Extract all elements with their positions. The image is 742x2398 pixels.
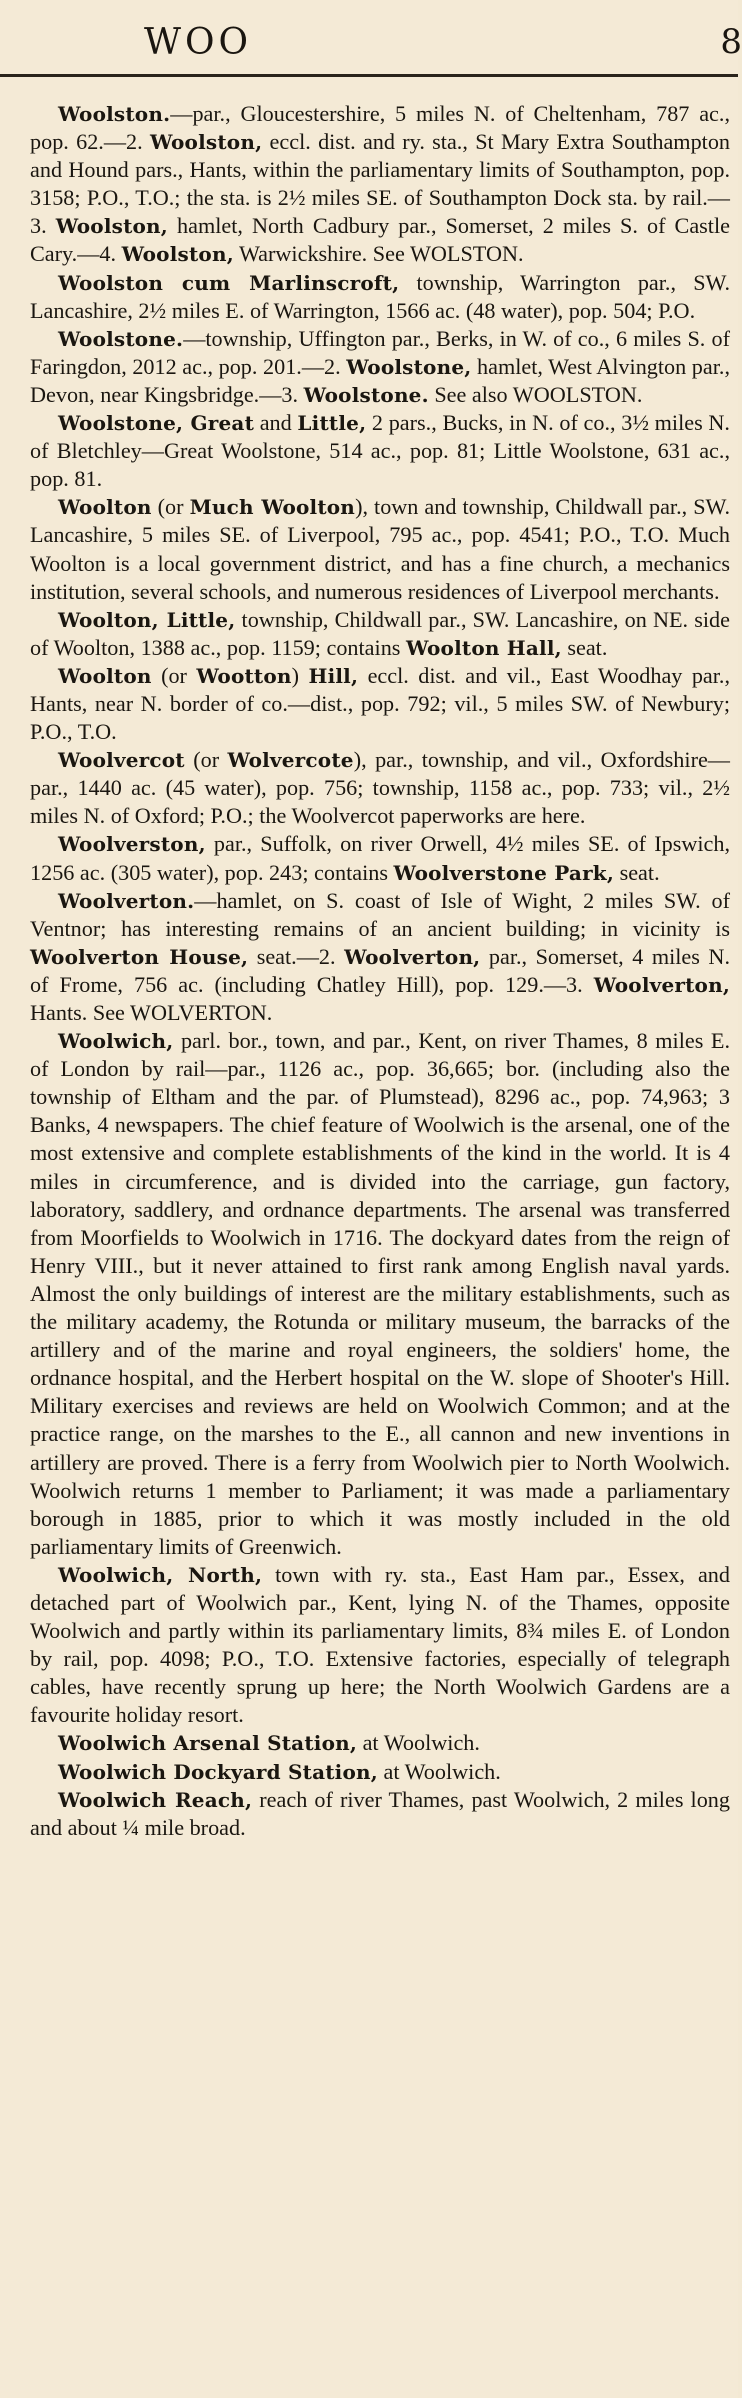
entry-text: —township, Uffington par., Berks, in W. of co., 6 miles S. of Faringdon, 2012 ac., pop. 201.—2. xyxy=(30,325,730,379)
entry-text: par., Suffolk, on river Orwell, 4½ miles SE. of Ipswich, 1256 ac. (305 water), pop. 243; contains xyxy=(30,831,730,885)
running-head: WOO xyxy=(144,22,253,63)
entry-headword: Woolton, Little, xyxy=(58,607,236,632)
entry-text: seat. xyxy=(561,634,608,660)
entry-headword: Woolston, xyxy=(121,242,234,267)
entry-headword: Woolton xyxy=(58,495,152,520)
entry-headword: Woolton xyxy=(58,663,152,688)
gazetteer-entry xyxy=(30,1786,730,1842)
entry-text: ), town and township, Childwall par., SW. Lancashire, 5 miles SE. of Liverpool, 795 ac., pop. 4541; P.O., T.O. Much Woolton is a local government district, and has a fine church, a mechanics institution, several schools, and numerous residences of Liverpool merchants. xyxy=(30,494,730,604)
gazetteer-entry xyxy=(30,1758,730,1786)
entry-headword: Hill, xyxy=(308,663,359,688)
entry-text: —par., Gloucestershire, 5 miles N. of Cheltenham, 787 ac., pop. 62.—2. xyxy=(30,101,730,155)
entry-headword: Woolvercot xyxy=(58,748,185,773)
entry-headword: Woolstone, xyxy=(346,354,472,379)
gazetteer-entry xyxy=(30,606,730,662)
entry-headword: Woolstone. xyxy=(303,382,429,407)
entry-headword: Wolvercote xyxy=(227,748,354,773)
entry-text: eccl. dist. and ry. sta., St Mary Extra Southampton and Hound pars., Hants, within the parliamentary limits of Southampton, pop. 3158; P.O., T.O.; the sta. is 2½ miles SE. of Southampton Dock sta. by rail.—3. xyxy=(30,129,731,239)
entry-text: Hants. See WOLVERTON. xyxy=(30,1000,273,1025)
entry-headword: Woolverstone Park, xyxy=(393,860,615,885)
entry-headword: Woolston, xyxy=(55,214,168,239)
gazetteer-entry xyxy=(30,269,730,325)
entry-headword: Woolverton, xyxy=(344,944,481,969)
entry-text: (or xyxy=(184,747,228,773)
entry-text: —hamlet, on S. coast of Isle of Wight, 2 miles SW. of Ventnor; has interesting remains of an ancient building; in vicinity is xyxy=(30,887,730,941)
gazetteer-entry xyxy=(30,887,730,1027)
entry-headword: Woolwich Reach, xyxy=(58,1787,253,1812)
entry-headword: Woolston, xyxy=(149,130,263,155)
entry-headword: Woolston cum Marlinscroft, xyxy=(58,270,400,295)
entry-text: Warwickshire. See WOLSTON. xyxy=(233,241,524,267)
page-number: 8 xyxy=(720,22,742,62)
entry-headword: Wootton xyxy=(196,663,292,688)
entry-text: ) xyxy=(291,662,309,688)
gazetteer-entry xyxy=(30,830,730,886)
entry-text: reach of river Thames, past Woolwich, 2 miles long and about ¼ mile broad. xyxy=(30,1786,730,1840)
gazetteer-entry xyxy=(30,662,730,746)
entry-headword: Woolwich, xyxy=(58,1029,174,1054)
entry-headword: Woolwich Arsenal Station, xyxy=(58,1731,358,1756)
entry-text: at Woolwich. xyxy=(377,1758,501,1784)
entry-text: seat. xyxy=(614,859,660,885)
entry-text: (or xyxy=(151,662,197,688)
entries-column xyxy=(30,100,730,1842)
gazetteer-entry xyxy=(30,1729,730,1757)
page-header xyxy=(0,0,742,86)
entry-text: hamlet, North Cadbury par., Somerset, 2 miles S. of Castle Cary.—4. xyxy=(30,213,730,267)
gazetteer-entry xyxy=(30,100,730,269)
gazetteer-entry xyxy=(30,409,730,493)
entry-text: town with ry. sta., East Ham par., Essex, and detached part of Woolwich par., Kent, lying N. of the Thames, opposite Woolwich and partly within its parliamentary limits, 8¾ miles E. of London by rail, pop. 4098; P.O., T.O. Extensive factories, especially of telegraph cables, have recently sprung up here; the North Woolwich Gardens are a favourite holiday resort. xyxy=(30,1561,730,1728)
entry-text: and xyxy=(254,410,298,436)
entry-text: (or xyxy=(151,494,190,520)
gazetteer-entry xyxy=(30,1561,730,1730)
entry-text: hamlet, West Alvington par., Devon, near Kingsbridge.—3. xyxy=(30,353,731,407)
entry-text: seat.—2. xyxy=(248,943,345,969)
header-rule xyxy=(0,74,738,77)
entry-headword: Little, xyxy=(297,411,367,436)
entry-headword: Woolwich Dockyard Station, xyxy=(58,1759,378,1784)
entry-text: See also WOOLSTON. xyxy=(428,381,643,407)
gazetteer-entry xyxy=(30,325,730,409)
entry-text: ), par., township, and vil., Oxfordshire—par., 1440 ac. (45 water), pop. 756; township, 1158 ac., pop. 733; vil., 2½ miles N. of Oxford; P.O.; the Woolvercot paperworks are here. xyxy=(30,747,730,829)
entry-headword: Woolverton House, xyxy=(30,944,249,969)
entry-text: eccl. dist. and vil., East Woodhay par., Hants, near N. border of co.—dist., pop. 792; vil., 5 miles SW. of Newbury; P.O., T.O. xyxy=(30,662,731,745)
entry-text: at Woolwich. xyxy=(357,1730,480,1756)
gazetteer-entry xyxy=(30,1027,730,1561)
gazetteer-entry xyxy=(30,493,730,605)
entry-headword: Woolwich, North, xyxy=(58,1562,263,1587)
entry-headword: Woolverton. xyxy=(58,888,195,913)
entry-headword: Woolstone, Great xyxy=(58,411,255,436)
entry-text: township, Warrington par., SW. Lancashire, 2½ miles E. of Warrington, 1566 ac. (48 water), pop. 504; P.O. xyxy=(30,269,730,323)
entry-text: 2 pars., Bucks, in N. of co., 3½ miles N. of Bletchley—Great Woolstone, 514 ac., pop. 81; Little Woolstone, 631 ac., pop. 81. xyxy=(30,410,730,492)
gazetteer-entry xyxy=(30,746,730,830)
entry-text: parl. bor., town, and par., Kent, on river Thames, 8 miles E. of London by rail—par., 1126 ac., pop. 36,665; bor. (including also the township of Eltham and the par. of Plumstead), 8296 ac., pop. 74,963; 3 Banks, 4 newspapers. The chief feature of Woolwich is the arsenal, one of the most extensive and complete establishments of the kind in the world. It is 4 miles in circumference, and is divided into the carriage, gun factory, laboratory, saddlery, and ordnance departments. The arsenal was transferred from Moorfields to Woolwich in 1716. The dockyard dates from the reign of Henry VIII., but it never attained to first rank among English naval yards. Almost the only buildings of interest are the military establishments, such as the military academy, the Rotunda or military museum, the barracks of the artillery and of the marine and royal engineers, the soldiers' home, the ordnance hospital, and the Herbert hospital on the W. slope of Shooter's Hill. Military exercises and reviews are held on Woolwich Common; and at the practice range, on the marshes to the E., all cannon and new inventions in artillery are proved. There is a ferry from Woolwich pier to North Woolwich. Woolwich returns 1 member to Parliament; it was made a parliamentary borough in 1885, prior to which it was mostly included in the old parliamentary limits of Greenwich. xyxy=(30,1028,730,1559)
entry-headword: Woolton Hall, xyxy=(405,635,562,660)
entry-headword: Woolston. xyxy=(58,102,171,126)
entry-text: par., Somerset, 4 miles N. of Frome, 756 ac. (including Chatley Hill), pop. 129.—3. xyxy=(30,943,730,997)
entry-headword: Woolverston, xyxy=(58,832,206,857)
entry-headword: Woolstone. xyxy=(58,326,184,351)
entry-headword: Much Woolton xyxy=(189,495,356,520)
entry-headword: Woolverton, xyxy=(593,972,730,997)
entry-text: township, Childwall par., SW. Lancashire, on NE. side of Woolton, 1388 ac., pop. 1159; contains xyxy=(30,606,730,660)
